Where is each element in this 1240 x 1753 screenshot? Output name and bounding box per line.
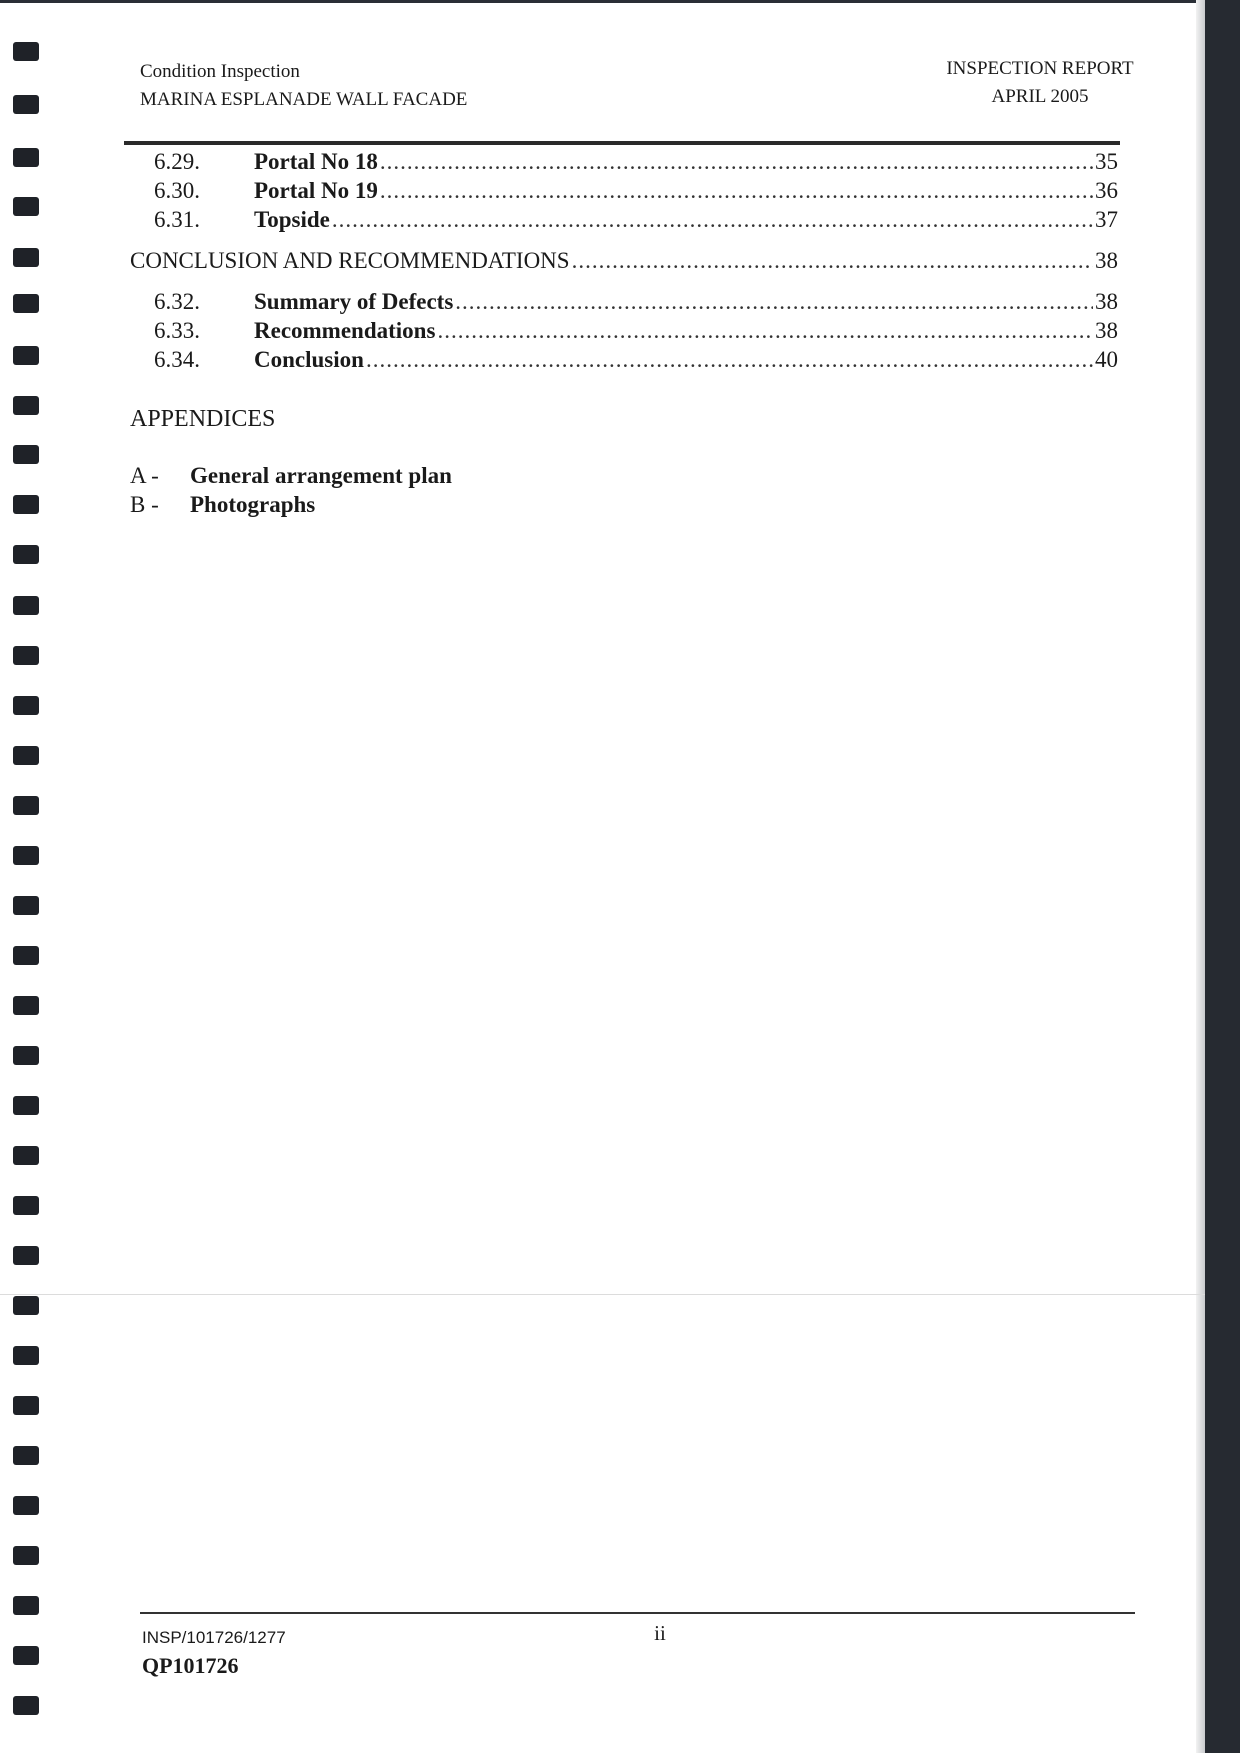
binding-hole	[13, 197, 39, 216]
binding-hole	[13, 896, 39, 915]
binding-hole	[13, 646, 39, 665]
toc-entry-number: 6.29.	[154, 149, 200, 174]
binding-hole	[13, 148, 39, 167]
header-subtitle: Condition Inspection	[140, 61, 300, 82]
toc-entry-title: Recommendations	[254, 318, 436, 343]
header-rule	[124, 141, 1120, 145]
toc-entry	[154, 345, 1118, 375]
footer-reference: INSP/101726/1277	[142, 1628, 286, 1647]
toc-entry-page: 35	[1095, 149, 1118, 174]
footer-rule	[140, 1612, 1135, 1614]
toc-entry-number: 6.31.	[154, 207, 200, 232]
binding-hole	[13, 1596, 39, 1615]
toc-entry	[154, 316, 1118, 346]
binding-hole	[13, 1046, 39, 1065]
binding-hole	[13, 796, 39, 815]
header-project-title: MARINA ESPLANADE WALL FACADE	[140, 89, 468, 110]
binding-hole	[13, 95, 39, 114]
scan-top-edge	[0, 0, 1240, 3]
binding-hole	[13, 946, 39, 965]
binding-hole	[13, 746, 39, 765]
toc-entry	[154, 287, 1118, 317]
header-report-date: APRIL 2005	[991, 86, 1089, 107]
binding-hole	[13, 294, 39, 313]
binding-hole	[13, 545, 39, 564]
binding-hole	[13, 495, 39, 514]
toc-entry-number: 6.34.	[154, 347, 200, 372]
toc-leader-dots	[332, 205, 1093, 235]
binding-hole	[13, 696, 39, 715]
toc-leader-dots	[437, 316, 1093, 346]
header-right	[900, 55, 1180, 111]
toc-leader-dots	[455, 287, 1093, 317]
binding-hole	[13, 1196, 39, 1215]
toc-entry-title: Portal No 19	[254, 178, 378, 203]
toc-leader-dots	[380, 176, 1093, 206]
toc-entry-title: Summary of Defects	[254, 289, 454, 314]
appendix-title: General arrangement plan	[190, 463, 452, 488]
toc-entry-title: Portal No 18	[254, 149, 378, 174]
toc-leader-dots	[380, 147, 1093, 177]
binding-holes	[0, 0, 50, 1753]
toc-entry-number: 6.30.	[154, 178, 200, 203]
binding-hole	[13, 1446, 39, 1465]
binding-hole	[13, 1496, 39, 1515]
toc-entry	[154, 205, 1118, 235]
binding-hole	[13, 445, 39, 464]
binding-hole	[13, 996, 39, 1015]
binding-hole	[13, 1146, 39, 1165]
toc-leader-dots	[366, 345, 1093, 375]
toc-section-page: 38	[1095, 248, 1118, 273]
binding-hole	[13, 596, 39, 615]
toc-leader-dots	[572, 246, 1093, 276]
scan-right-shadow	[1196, 0, 1205, 1753]
header-report-type: INSPECTION REPORT	[946, 58, 1134, 79]
toc-entry-number: 6.33.	[154, 318, 200, 343]
toc-entry-page: 38	[1095, 289, 1118, 314]
binding-hole	[13, 42, 39, 61]
toc-entry-page: 37	[1095, 207, 1118, 232]
appendix-letter: A -	[130, 463, 159, 488]
appendix-letter: B -	[130, 492, 159, 517]
footer-project-code: QP101726	[142, 1653, 239, 1678]
toc-section-entry	[130, 246, 1118, 276]
binding-hole	[13, 1096, 39, 1115]
toc-entry-title: Conclusion	[254, 347, 364, 372]
binding-hole	[13, 396, 39, 415]
binding-hole	[13, 1646, 39, 1665]
binding-hole	[13, 1696, 39, 1715]
binding-hole	[13, 1346, 39, 1365]
footer-page-number: ii	[654, 1621, 666, 1645]
binding-hole	[13, 1246, 39, 1265]
toc-entry	[154, 147, 1118, 177]
binding-hole	[13, 846, 39, 865]
toc-entry	[154, 176, 1118, 206]
appendices-heading: APPENDICES	[130, 406, 276, 432]
toc-entry-page: 36	[1095, 178, 1118, 203]
toc-entry-page: 40	[1095, 347, 1118, 372]
toc-entry-page: 38	[1095, 318, 1118, 343]
binding-hole	[13, 1396, 39, 1415]
toc-entry-title: Topside	[254, 207, 330, 232]
header-left	[140, 58, 467, 114]
binding-hole	[13, 1546, 39, 1565]
toc-section-title: CONCLUSION AND RECOMMENDATIONS	[130, 248, 570, 273]
appendix-item	[130, 490, 315, 520]
appendix-title: Photographs	[190, 492, 316, 517]
scan-fold-line	[0, 1294, 1205, 1295]
toc-entry-number: 6.32.	[154, 289, 200, 314]
appendix-item	[130, 461, 452, 491]
binding-hole	[13, 248, 39, 267]
scan-right-edge	[1205, 0, 1240, 1753]
binding-hole	[13, 346, 39, 365]
binding-hole	[13, 1296, 39, 1315]
